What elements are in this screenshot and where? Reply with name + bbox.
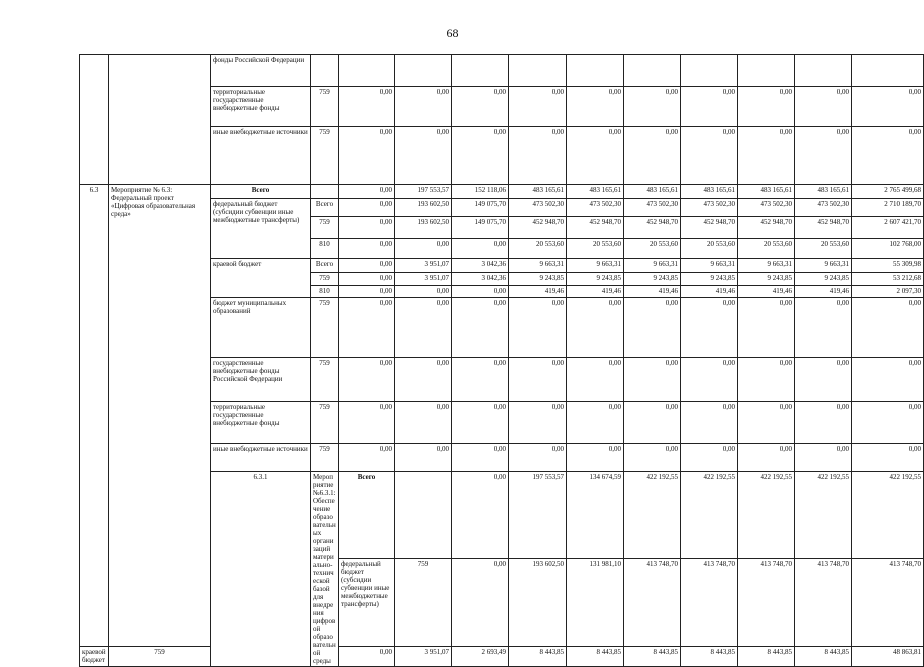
amount-cell: 0,00 (452, 402, 509, 444)
amount-cell: 0,00 (567, 87, 624, 127)
funding-source-cell: фонды Российской Федерации (211, 55, 311, 87)
amount-cell: 0,00 (452, 127, 509, 185)
amount-cell: 473 502,30 (624, 199, 681, 217)
amount-cell: 0,00 (681, 444, 738, 472)
amount-cell: 20 553,60 (795, 239, 852, 259)
amount-cell: 0,00 (339, 444, 395, 472)
amount-cell: 20 553,60 (624, 239, 681, 259)
amount-cell: 419,46 (567, 286, 624, 298)
expense-code-cell: 759 (109, 646, 211, 666)
expense-code-cell (395, 472, 452, 559)
amount-cell: 452 948,70 (795, 217, 852, 239)
expense-code-cell (311, 185, 339, 199)
event-name-cell (109, 55, 211, 185)
expense-code-cell: 759 (395, 559, 452, 646)
amount-cell: 0,00 (509, 358, 567, 402)
amount-cell: 0,00 (624, 402, 681, 444)
amount-cell: 0,00 (852, 402, 924, 444)
amount-cell: 9 663,31 (509, 259, 567, 273)
amount-cell: 483 165,61 (624, 185, 681, 199)
expense-code-cell: 759 (311, 444, 339, 472)
amount-cell: 483 165,61 (795, 185, 852, 199)
amount-cell: 0,00 (339, 402, 395, 444)
amount-cell: 152 118,06 (452, 185, 509, 199)
funding-source-cell: краевой бюджет (211, 259, 311, 298)
amount-cell: 473 502,30 (509, 199, 567, 217)
amount-cell: 452 948,70 (738, 217, 795, 239)
amount-cell: 413 748,70 (624, 559, 681, 646)
amount-cell: 55 309,98 (852, 259, 924, 273)
amount-cell: 0,00 (738, 358, 795, 402)
amount-cell: 0,00 (395, 286, 452, 298)
amount-cell: 0,00 (624, 127, 681, 185)
amount-cell: 452 948,70 (681, 217, 738, 239)
amount-cell: 422 192,55 (795, 472, 852, 559)
expense-code-cell: 810 (311, 239, 339, 259)
amount-cell: 134 674,59 (567, 472, 624, 559)
amount-cell: 0,00 (452, 239, 509, 259)
amount-cell: 0,00 (681, 402, 738, 444)
amount-cell: 20 553,60 (509, 239, 567, 259)
amount-cell: 149 075,70 (452, 199, 509, 217)
amount-cell: 0,00 (395, 87, 452, 127)
amount-cell: 2 710 189,70 (852, 199, 924, 217)
amount-cell: 422 192,55 (624, 472, 681, 559)
amount-cell: 131 981,10 (567, 559, 624, 646)
amount-cell: 419,46 (681, 286, 738, 298)
amount-cell: 53 212,68 (852, 273, 924, 286)
amount-cell: 0,00 (395, 444, 452, 472)
amount-cell: 0,00 (738, 402, 795, 444)
amount-cell: 0,00 (852, 298, 924, 358)
page-number: 68 (446, 26, 459, 40)
expense-code-cell: 759 (311, 87, 339, 127)
amount-cell: 0,00 (339, 127, 395, 185)
amount-cell: 0,00 (395, 239, 452, 259)
amount-cell: 2 097,30 (852, 286, 924, 298)
amount-cell (624, 55, 681, 87)
table-row (80, 646, 924, 666)
amount-cell: 20 553,60 (738, 239, 795, 259)
amount-cell: 3 951,07 (395, 259, 452, 273)
amount-cell: 0,00 (624, 444, 681, 472)
amount-cell: 2 765 499,68 (852, 185, 924, 199)
amount-cell: 0,00 (452, 286, 509, 298)
amount-cell: 0,00 (509, 87, 567, 127)
amount-cell: 0,00 (452, 358, 509, 402)
budget-table (79, 54, 924, 667)
expense-code-cell: Всего (311, 259, 339, 273)
amount-cell: 413 748,70 (795, 559, 852, 646)
amount-cell: 9 243,85 (795, 273, 852, 286)
amount-cell: 20 553,60 (567, 239, 624, 259)
amount-cell: 0,00 (452, 87, 509, 127)
amount-cell: 9 243,85 (567, 273, 624, 286)
amount-cell: 0,00 (567, 358, 624, 402)
amount-cell: 3 042,36 (452, 259, 509, 273)
funding-source-cell: краевой бюджет (80, 646, 109, 666)
expense-code-cell: Всего (311, 199, 339, 217)
expense-code-cell: 810 (311, 286, 339, 298)
amount-cell: 0,00 (852, 127, 924, 185)
amount-cell: 0,00 (795, 298, 852, 358)
expense-code-cell: 759 (311, 273, 339, 286)
amount-cell: 0,00 (738, 127, 795, 185)
table-row (80, 55, 924, 87)
amount-cell (509, 55, 567, 87)
amount-cell: 8 443,85 (795, 646, 852, 666)
amount-cell: 0,00 (339, 199, 395, 217)
funding-source-cell: бюджет муниципальных образований (211, 298, 311, 358)
amount-cell: 0,00 (452, 472, 509, 559)
amount-cell: 413 748,70 (738, 559, 795, 646)
amount-cell: 483 165,61 (738, 185, 795, 199)
funding-source-cell: Всего (339, 472, 395, 559)
amount-cell: 0,00 (852, 358, 924, 402)
amount-cell: 452 948,70 (509, 217, 567, 239)
amount-cell: 0,00 (339, 239, 395, 259)
amount-cell: 9 663,31 (567, 259, 624, 273)
funding-source-cell: федеральный бюджет (субсидии субвенции иные межбюджетные трансферты) (339, 559, 395, 646)
funding-source-cell: территориальные государственные внебюджетные фонды (211, 402, 311, 444)
amount-cell: 9 663,31 (795, 259, 852, 273)
item-number-cell (80, 55, 109, 185)
expense-code-cell: 759 (311, 358, 339, 402)
amount-cell: 8 443,85 (567, 646, 624, 666)
amount-cell: 102 768,00 (852, 239, 924, 259)
funding-source-cell: государственные внебюджетные фонды Российской Федерации (211, 358, 311, 402)
amount-cell: 9 243,85 (624, 273, 681, 286)
amount-cell: 0,00 (624, 358, 681, 402)
amount-cell (395, 55, 452, 87)
amount-cell (738, 55, 795, 87)
amount-cell: 413 748,70 (681, 559, 738, 646)
amount-cell: 473 502,30 (795, 199, 852, 217)
amount-cell: 0,00 (509, 444, 567, 472)
amount-cell: 422 192,55 (738, 472, 795, 559)
amount-cell: 0,00 (681, 127, 738, 185)
amount-cell: 0,00 (395, 127, 452, 185)
amount-cell: 0,00 (567, 444, 624, 472)
funding-source-cell: территориальные государственные внебюджетные фонды (211, 87, 311, 127)
amount-cell: 0,00 (567, 402, 624, 444)
event-name-cell: Мероприятие № 6.3: Федеральный проект «Цифровая образовательная среда» (109, 185, 211, 647)
amount-cell: 0,00 (339, 217, 395, 239)
amount-cell: 2 693,49 (452, 646, 509, 666)
amount-cell: 0,00 (795, 402, 852, 444)
amount-cell: 193 602,50 (395, 199, 452, 217)
amount-cell: 0,00 (681, 87, 738, 127)
expense-code-cell (311, 55, 339, 87)
amount-cell: 0,00 (339, 646, 395, 666)
amount-cell: 0,00 (452, 559, 509, 646)
item-number-cell: 6.3.1 (211, 472, 311, 667)
amount-cell: 419,46 (738, 286, 795, 298)
amount-cell: 483 165,61 (681, 185, 738, 199)
amount-cell: 0,00 (738, 298, 795, 358)
funding-source-cell: Всего (211, 185, 311, 199)
amount-cell: 0,00 (509, 127, 567, 185)
funding-source-cell: иные внебюджетные источники (211, 444, 311, 472)
amount-cell: 20 553,60 (681, 239, 738, 259)
amount-cell: 0,00 (681, 298, 738, 358)
amount-cell: 473 502,30 (738, 199, 795, 217)
expense-code-cell: 759 (311, 298, 339, 358)
amount-cell: 9 663,31 (738, 259, 795, 273)
amount-cell: 0,00 (452, 298, 509, 358)
amount-cell: 473 502,30 (567, 199, 624, 217)
amount-cell: 193 602,50 (509, 559, 567, 646)
amount-cell (567, 55, 624, 87)
amount-cell: 0,00 (852, 444, 924, 472)
amount-cell: 0,00 (509, 402, 567, 444)
amount-cell: 0,00 (795, 444, 852, 472)
amount-cell: 0,00 (624, 87, 681, 127)
amount-cell (852, 55, 924, 87)
funding-source-cell: федеральный бюджет (субсидии субвенции иные межбюджетные трансферты) (211, 199, 311, 259)
expense-code-cell: 759 (311, 217, 339, 239)
amount-cell: 473 502,30 (681, 199, 738, 217)
amount-cell: 3 951,07 (395, 273, 452, 286)
amount-cell: 193 602,50 (395, 217, 452, 239)
amount-cell: 3 042,36 (452, 273, 509, 286)
amount-cell: 8 443,85 (738, 646, 795, 666)
amount-cell: 8 443,85 (681, 646, 738, 666)
amount-cell: 0,00 (852, 87, 924, 127)
amount-cell: 0,00 (509, 298, 567, 358)
amount-cell: 483 165,61 (567, 185, 624, 199)
amount-cell: 0,00 (339, 273, 395, 286)
table-row (80, 185, 924, 199)
amount-cell: 0,00 (395, 298, 452, 358)
amount-cell: 419,46 (509, 286, 567, 298)
amount-cell: 0,00 (395, 358, 452, 402)
amount-cell: 0,00 (339, 286, 395, 298)
amount-cell: 0,00 (795, 127, 852, 185)
amount-cell (339, 55, 395, 87)
amount-cell: 8 443,85 (509, 646, 567, 666)
amount-cell: 0,00 (624, 298, 681, 358)
amount-cell: 9 663,31 (681, 259, 738, 273)
amount-cell: 197 553,57 (509, 472, 567, 559)
amount-cell: 9 663,31 (624, 259, 681, 273)
amount-cell: 422 192,55 (681, 472, 738, 559)
amount-cell: 197 553,57 (395, 185, 452, 199)
amount-cell: 422 192,55 (852, 472, 924, 559)
amount-cell: 0,00 (681, 358, 738, 402)
amount-cell: 0,00 (339, 185, 395, 199)
amount-cell: 0,00 (395, 402, 452, 444)
amount-cell (452, 55, 509, 87)
amount-cell: 419,46 (795, 286, 852, 298)
amount-cell: 483 165,61 (509, 185, 567, 199)
amount-cell: 0,00 (738, 444, 795, 472)
amount-cell: 3 951,07 (395, 646, 452, 666)
amount-cell: 419,46 (624, 286, 681, 298)
item-number-cell: 6.3 (80, 185, 109, 647)
amount-cell: 0,00 (339, 358, 395, 402)
funding-source-cell: иные внебюджетные источники (211, 127, 311, 185)
amount-cell: 0,00 (452, 444, 509, 472)
amount-cell: 8 443,85 (624, 646, 681, 666)
amount-cell: 9 243,85 (681, 273, 738, 286)
amount-cell: 0,00 (795, 87, 852, 127)
amount-cell: 0,00 (795, 358, 852, 402)
amount-cell (681, 55, 738, 87)
expense-code-cell: 759 (311, 402, 339, 444)
amount-cell: 0,00 (567, 298, 624, 358)
amount-cell: 0,00 (339, 259, 395, 273)
event-name-cell: Мероприятие №6.3.1: Обеспечение образовательных организаций материально-технической базой для внедрения цифровой образовательной среды (311, 472, 339, 667)
amount-cell: 452 948,70 (624, 217, 681, 239)
amount-cell: 9 243,85 (738, 273, 795, 286)
amount-cell: 2 607 421,70 (852, 217, 924, 239)
expense-code-cell: 759 (311, 127, 339, 185)
amount-cell: 413 748,70 (852, 559, 924, 646)
amount-cell: 452 948,70 (567, 217, 624, 239)
amount-cell: 0,00 (738, 87, 795, 127)
amount-cell: 149 075,70 (452, 217, 509, 239)
amount-cell: 9 243,85 (509, 273, 567, 286)
amount-cell: 0,00 (339, 87, 395, 127)
amount-cell: 0,00 (567, 127, 624, 185)
amount-cell (795, 55, 852, 87)
amount-cell: 48 863,81 (852, 646, 924, 666)
amount-cell: 0,00 (339, 298, 395, 358)
